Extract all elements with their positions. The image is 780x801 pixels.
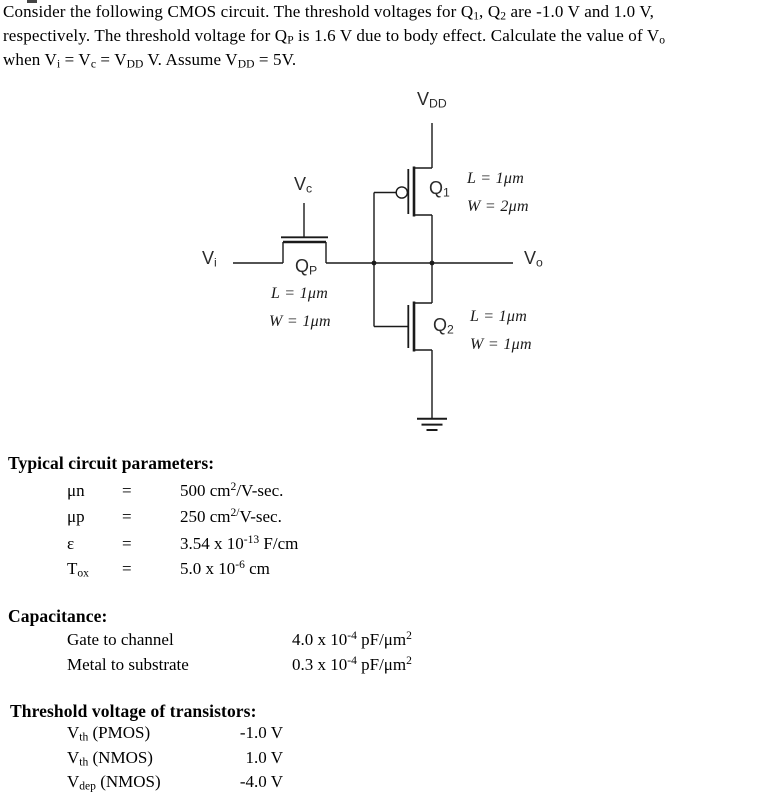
pmos-gate-bubble — [396, 187, 407, 198]
parameter-symbol: μp — [67, 506, 85, 526]
q1-label: $Q_1$ — [429, 178, 450, 200]
capacitance-label: Metal to substrate — [67, 654, 189, 674]
capacitance-row-gate — [67, 629, 412, 650]
equals-sign: = — [122, 480, 132, 500]
parameter-row-mu-n — [67, 480, 283, 501]
parameter-row-tox — [67, 558, 270, 579]
threshold-value: -1.0 V — [239, 723, 283, 742]
equals-sign: = — [122, 558, 132, 578]
threshold-row-vth-nmos — [67, 748, 283, 769]
qp-length-label: L = 1μm — [271, 285, 329, 302]
problem-line-2: respectively. The threshold voltage for $Q_P$ is 1.6 V due to body effect. Calculate the value of $V_o$ — [3, 26, 666, 47]
threshold-value: -4.0 V — [239, 772, 283, 791]
vi-label: $V_i$ — [202, 248, 217, 270]
threshold-row-vdep-nmos — [67, 772, 283, 793]
parameter-value: 500 $cm^2/V-\sec$. — [180, 480, 284, 500]
capacitance-value: 4.0 x $10^{-4}$ $pF/\mu m^2$ — [292, 629, 412, 649]
q2-length-label: L = 1μm — [470, 308, 528, 325]
parameter-symbol: ε — [67, 533, 75, 553]
threshold-label: $V_{th}$ (NMOS) — [67, 748, 153, 769]
qp-pass-transistor — [233, 203, 328, 263]
vo-label: $V_o$ — [524, 248, 543, 270]
threshold-row-vth-pmos — [67, 723, 283, 744]
q2-label: $Q_2$ — [433, 315, 454, 337]
q1-length-label: L = 1μm — [467, 170, 525, 187]
parameters-heading: Typical circuit parameters: — [8, 453, 215, 473]
circuit-diagram — [150, 85, 600, 445]
threshold-value: 1.0 V — [245, 748, 283, 767]
qp-label: $Q_P$ — [295, 256, 318, 278]
gate-junction-dot — [372, 261, 377, 266]
capacitance-row-metal — [67, 654, 412, 675]
capacitance-value: 0.3 x $10^{-4}$ $pF/\mu m^2$ — [292, 654, 412, 674]
threshold-label: $V_{th}$ (PMOS) — [67, 723, 151, 744]
capacitance-label: Gate to channel — [67, 629, 174, 649]
vc-label: $V_c$ — [294, 174, 313, 196]
equals-sign: = — [122, 506, 132, 526]
parameter-symbol: $T_{ox}$ — [67, 558, 89, 580]
parameter-symbol: μn — [67, 480, 85, 500]
problem-line-3: when $V_i = V_c = V_{DD}$ V. Assume $V_{DD} = 5V$. — [3, 50, 297, 71]
vdd-label: $V_{DD}$ — [417, 89, 447, 111]
q2-nmos-transistor — [374, 263, 432, 418]
q1-width-label: W = 2μm — [467, 198, 529, 215]
problem-statement — [3, 2, 773, 74]
problem-line-1: Consider the following CMOS circuit. The threshold voltages for $Q_1$, $Q_2$ are -1.0 V and 1.0 V, — [3, 2, 655, 23]
thresholds-heading: Threshold voltage of transistors: — [10, 701, 257, 721]
threshold-label: $V_{dep}$ (NMOS) — [67, 772, 161, 793]
parameter-row-mu-p — [67, 506, 282, 527]
capacitance-heading: Capacitance: — [8, 606, 108, 626]
parameter-row-epsilon — [67, 533, 298, 554]
qp-width-label: W = 1μm — [269, 313, 331, 330]
parameter-value: 5.0 x $10^{-6}$ cm — [180, 558, 270, 578]
output-junction-dot — [430, 261, 435, 266]
parameter-value: 250 $cm^{2/}V-\sec$. — [180, 506, 282, 526]
parameter-value: 3.54 x $10^{-13}$ F/cm — [180, 533, 299, 553]
q2-width-label: W = 1μm — [470, 336, 532, 353]
q1-pmos-transistor — [374, 167, 432, 264]
equals-sign: = — [122, 533, 132, 553]
ground-symbol — [417, 419, 447, 430]
